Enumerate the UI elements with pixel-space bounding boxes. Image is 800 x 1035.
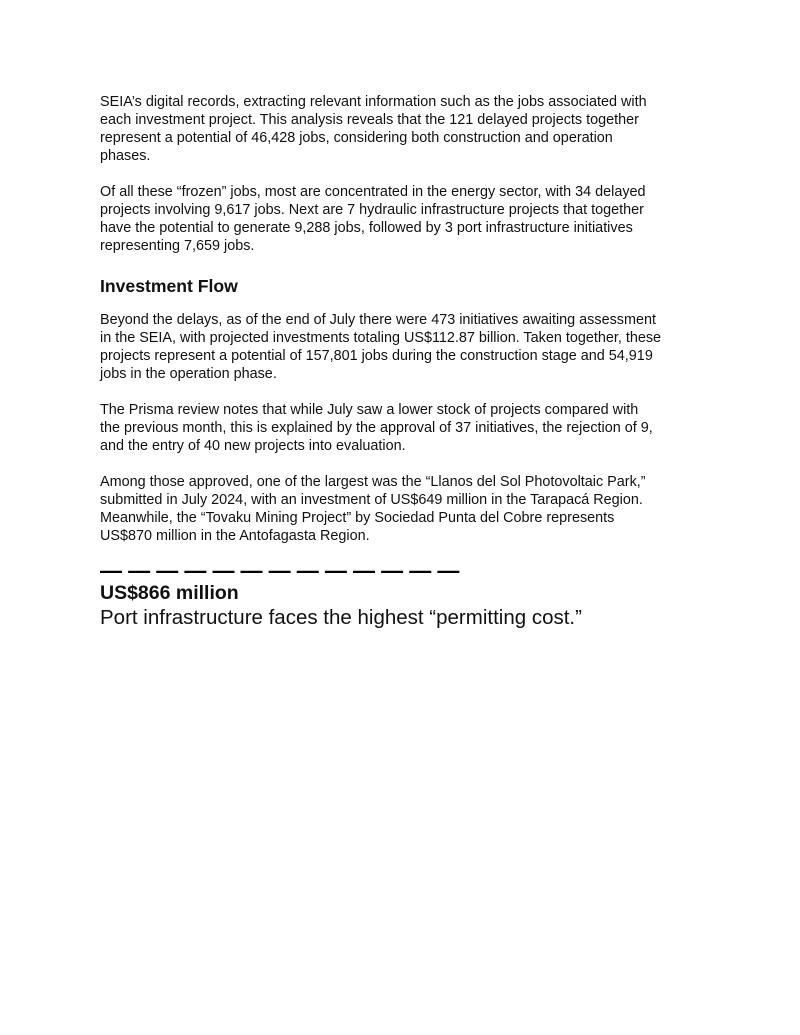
callout-divider: — — — — — — — — — — — — —: [100, 558, 460, 583]
paragraph-frozen-jobs: Of all these “frozen” jobs, most are concentrated in the energy sector, with 34 delayed projects involving 9,617 jobs. Next are 7 hydraulic infrastructure projects that together have the potential to generate 9,288 jobs, followed by 3 port infrastructure initiatives representing 7,659 jobs.: [100, 184, 646, 254]
document-body: [100, 93, 710, 631]
callout-caption: Port infrastructure faces the highest “permitting cost.”: [100, 606, 582, 629]
section-heading-investment-flow: Investment Flow: [100, 276, 238, 296]
paragraph-approved-projects: Among those approved, one of the largest was the “Llanos del Sol Photovoltaic Park,” submitted in July 2024, with an investment of US$649 million in the Tarapacá Region. Meanwhile, the “Tovaku Mining Project” by Sociedad Punta del Cobre represents US$870 million in the Antofagasta Region.: [100, 474, 646, 544]
callout-block: [100, 558, 710, 631]
paragraph-prisma-review: The Prisma review notes that while July saw a lower stock of projects compared with the previous month, this is explained by the approval of 37 initiatives, the rejection of 9, and the entry of 40 new projects into evaluation.: [100, 402, 653, 454]
paragraph-jobs-analysis: SEIA’s digital records, extracting relevant information such as the jobs associated with each investment project. This analysis reveals that the 121 delayed projects together represent a potential of 46,428 jobs, considering both construction and operation phases.: [100, 94, 647, 164]
callout-figure: US$866 million: [100, 582, 239, 604]
paragraph-initiatives-awaiting: Beyond the delays, as of the end of July there were 473 initiatives awaiting assessment in the SEIA, with projected investments totaling US$112.87 billion. Taken together, these projects represent a potential of 157,801 jobs during the construction stage and 54,919 jobs in the operation phase.: [100, 312, 662, 382]
